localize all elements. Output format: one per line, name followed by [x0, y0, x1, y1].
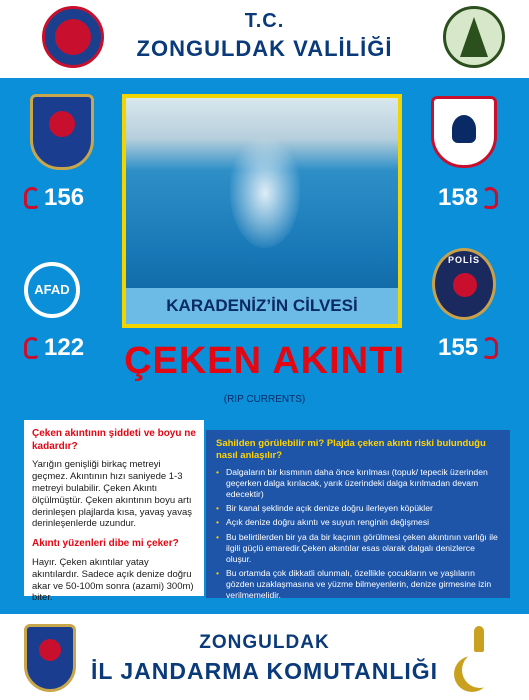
coast-guard-badge-icon: [431, 96, 497, 168]
list-item: • Açık denize doğru akıntı ve suyun renginin değişmesi: [216, 517, 500, 528]
sea-image: [126, 98, 398, 324]
signs-box: [206, 430, 510, 601]
footer-title-command: İL JANDARMA KOMUTANLIĞI: [90, 658, 439, 684]
phone-icon: [482, 187, 498, 209]
faq-question-1: Çeken akıntının şiddeti ve boyu ne kadardır?: [32, 428, 196, 452]
governorship-logo-icon: [443, 6, 505, 68]
crescent-emblem-icon: [456, 624, 502, 694]
rip-current-photo: [122, 94, 402, 328]
signs-list: [216, 467, 500, 602]
jandarma-badge-icon: [30, 94, 94, 170]
list-item: • Bir kanal şeklinde açık denize doğru ilerleyen köpükler: [216, 503, 500, 514]
list-item: • Dalgaların bir kısmının daha önce kırılması (topuk/ tepecik üzerinden geçerken dalga kırılacak, yarık üzerindeki dalga kırılmadan devam edecektir): [216, 467, 500, 501]
header-title-tc: T.C.: [244, 10, 285, 32]
police-badge-label: POLİS: [447, 255, 480, 265]
main-subtitle: (RIP CURRENTS): [223, 394, 306, 405]
afad-logo-icon: [24, 262, 80, 318]
footer-band: [0, 614, 529, 700]
list-item: • Bu belirtilerden bir ya da bir kaçının görülmesi çeken akıntının varlığı ile ilgili güçlü emaredir.Çeken akıntılar esas olarak dalgalı denizlerce oluşur.: [216, 532, 500, 566]
phone-number-155: 155: [438, 334, 479, 361]
afad-logo-label: AFAD: [34, 282, 70, 297]
faq-question-2: Akıntı yüzenleri dibe mi çeker?: [32, 538, 179, 550]
phone-number-158: 158: [438, 184, 479, 211]
header-title-governorship: ZONGULDAK VALİLİĞİ: [136, 36, 393, 61]
phone-number-122: 122: [44, 334, 85, 361]
list-item: • Bu ortamda çok dikkatli olunmalı, özellikle çocukların ve yaşlıların gözden uzaklaşmasına ve yüzme bilmeyenlerin, denize girmesine izin verilmemelidir.: [216, 568, 500, 602]
main-title: ÇEKEN AKINTI: [124, 340, 405, 382]
police-badge-icon: [432, 248, 496, 320]
faq-box: [24, 420, 204, 604]
header-band: [0, 0, 529, 78]
foam-plume: [230, 138, 300, 248]
phone-coast-guard: [438, 184, 498, 212]
footer-title-city: ZONGULDAK: [199, 632, 330, 653]
photo-caption: KARADENİZ’İN CİLVESİ: [166, 296, 358, 315]
phone-icon: [24, 187, 40, 209]
faq-answer-1: Yarığın genişliği birkaç metreyi geçmez. Akıntının hızı saniyede 1-3 metreyi bulabilir. Çeken Akıntı ölçülmüştür. Çeken akıntının boyu artı derinleşen plajlarda kısa, yavaş yavaş derinleşenlerde uzundur.: [32, 459, 193, 530]
phone-jandarma: [24, 184, 84, 212]
faq-answer-2: Hayır. Çeken akıntılar yatay akıntılardır. Sadece açık denize doğru akar ve 50-100m sonra (azami) 300m) biter.: [32, 556, 194, 604]
phone-number-156: 156: [44, 184, 85, 211]
signs-heading: Sahilden görülebilir mi? Plajda çeken akıntı riski bulunduğu nasıl anlaşılır?: [216, 438, 486, 462]
